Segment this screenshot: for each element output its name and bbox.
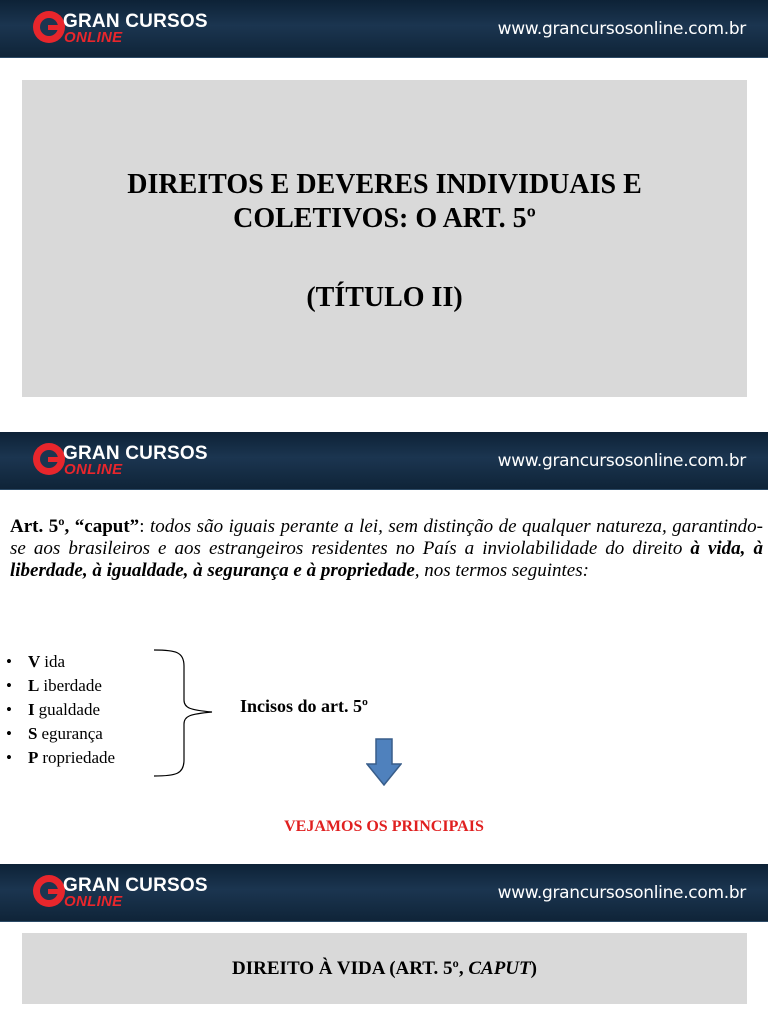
logo-g-icon <box>33 443 65 475</box>
logo-subtext: ONLINE <box>64 29 123 46</box>
title-line-3: (TÍTULO II) <box>306 282 463 313</box>
bullet-icon: • <box>6 700 12 719</box>
section-heading <box>22 958 747 980</box>
list-item <box>6 746 115 770</box>
list-item-letter: L <box>28 676 40 695</box>
section-heading-box <box>22 933 747 1004</box>
article-ending: , nos termos seguintes: <box>414 560 589 581</box>
list-item <box>6 650 115 674</box>
bullet-icon: • <box>6 676 12 695</box>
list-item-letter: V <box>28 652 41 671</box>
bullet-icon: • <box>6 748 12 767</box>
list-item-letter: I <box>28 700 35 719</box>
header-banner <box>0 0 768 58</box>
logo-text: GRAN CURSOS <box>63 443 208 464</box>
article-body: todos são iguais perante a lei, sem distinção de qualquer natureza, garantindo-se aos brasileiros e aos estrangeiros residentes no País a inviolabilidade do direito <box>10 516 764 559</box>
curly-brace-icon <box>150 648 220 778</box>
article-label: Art. 5º, “caput” <box>10 516 140 537</box>
logo-text: GRAN CURSOS <box>63 875 208 896</box>
list-item <box>6 674 115 698</box>
section-heading-end: ) <box>530 958 537 979</box>
header-banner <box>0 432 768 490</box>
article-rights: à vida, à liberdade, à igualdade, à segurança e à propriedade <box>10 538 763 581</box>
list-item <box>6 722 115 746</box>
slide-article <box>0 432 768 864</box>
title-line-1: DIREITOS E DEVERES INDIVIDUAIS E <box>127 169 642 200</box>
bullet-icon: • <box>6 724 12 743</box>
list-item <box>6 698 115 722</box>
slide-section <box>0 864 768 1024</box>
list-item-rest: egurança <box>41 724 103 743</box>
title-line-2: COLETIVOS: O ART. 5º <box>233 203 536 234</box>
arrow-down-icon <box>366 738 402 786</box>
website-url: www.grancursosonline.com.br <box>497 451 746 471</box>
rights-list <box>6 650 115 770</box>
list-item-rest: gualdade <box>38 700 100 719</box>
list-item-rest: ropriedade <box>42 748 116 767</box>
section-heading-italic: CAPUT <box>468 958 531 979</box>
list-item-letter: S <box>28 724 38 743</box>
title-box <box>22 80 747 397</box>
logo-text: GRAN CURSOS <box>63 11 208 32</box>
slide-title <box>0 0 768 432</box>
logo-g-icon <box>33 11 65 43</box>
website-url: www.grancursosonline.com.br <box>497 19 746 39</box>
article-colon: : <box>139 516 150 537</box>
website-url: www.grancursosonline.com.br <box>497 883 746 903</box>
bullet-icon: • <box>6 652 12 671</box>
logo-subtext: ONLINE <box>64 893 123 910</box>
article-text <box>10 516 763 582</box>
list-item-letter: P <box>28 748 39 767</box>
logo-g-icon <box>33 875 65 907</box>
section-cta: VEJAMOS OS PRINCIPAIS <box>284 818 484 835</box>
list-item-rest: ida <box>44 652 66 671</box>
header-banner <box>0 864 768 922</box>
brace-label: Incisos do art. 5º <box>240 696 368 716</box>
list-item-rest: iberdade <box>43 676 102 695</box>
section-heading-main: DIREITO À VIDA (ART. 5º, <box>232 958 469 979</box>
logo-subtext: ONLINE <box>64 461 123 478</box>
